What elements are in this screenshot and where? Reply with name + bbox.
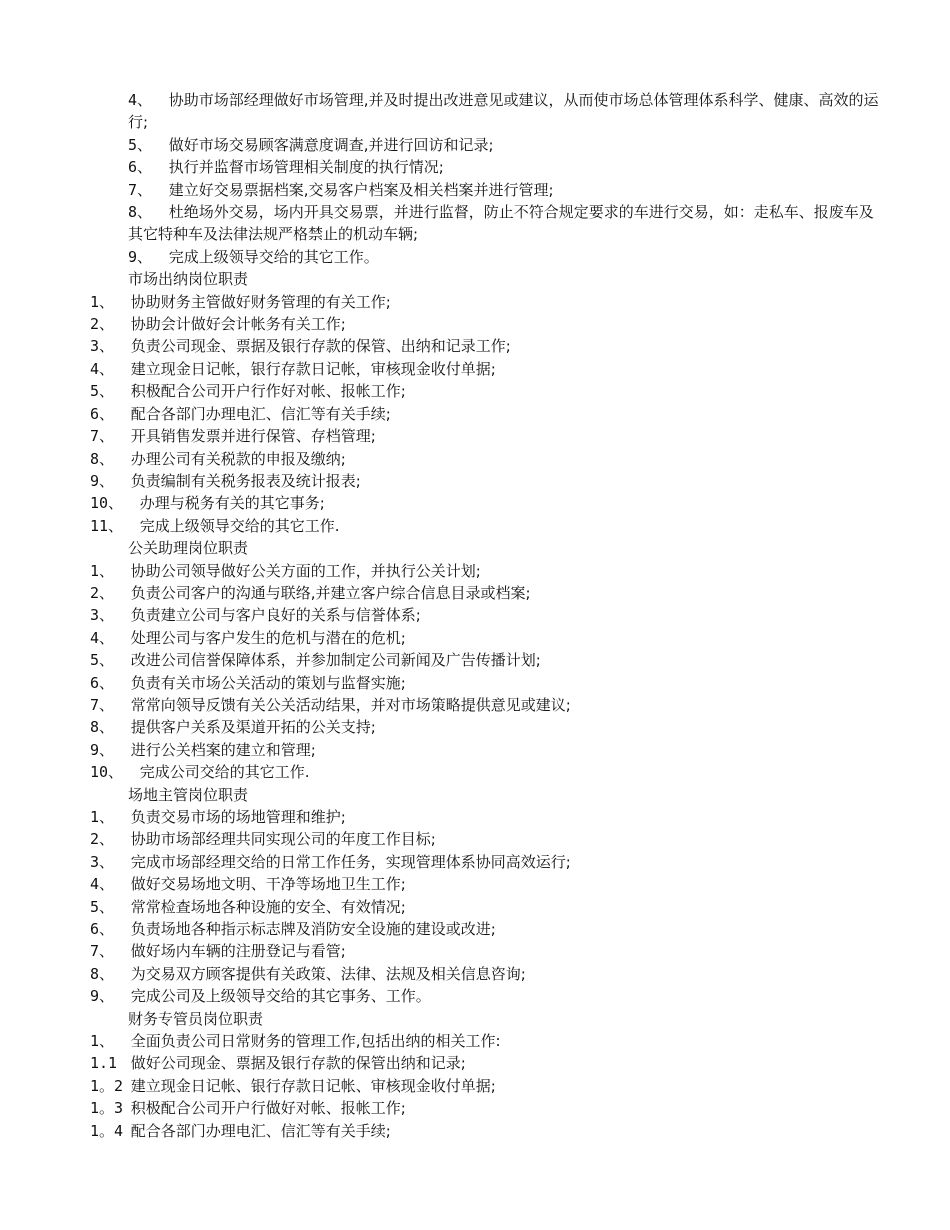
section-heading: 市场出纳岗位职责 [128,270,249,289]
item-number: 8、 [90,718,115,737]
list-item [90,896,880,918]
list-item [90,201,880,246]
item-text: 完成上级领导交给的其它工作. [139,516,340,535]
item-number: 2、 [90,583,115,602]
item-text: 负责交易市场的场地管理和维护; [130,808,346,826]
item-number: 8、 [90,964,115,983]
item-text: 负责场地各种指示标志牌及消防安全设施的建设或改进; [130,920,496,939]
list-item [90,156,880,178]
item-number: 11、 [90,516,124,535]
item-text: 做好市场交易顾客满意度调查,并进行回访和记录; [168,135,494,154]
list-item [90,560,880,582]
item-number: 1、 [90,292,115,311]
list-item [90,649,880,671]
item-text: 建立现金日记帐、银行存款日记帐、审核现金收付单据; [130,1076,496,1095]
item-number: 1、 [90,561,115,580]
item-text: 负责有关市场公关活动的策划与监督实施; [130,673,406,692]
list-item [90,89,880,134]
item-text: 提供客户关系及渠道开拓的公关支持; [130,718,376,737]
item-number: 1、 [90,808,115,826]
item-number: 1。4 [90,1121,124,1140]
item-text: 协助市场部经理做好市场管理,并及时提出改进意见或建议，从而使市场总体管理体系科学、健康、高效的运行; [128,91,879,132]
item-text: 常常检查场地各种设施的安全、有效情况; [130,897,406,916]
item-number: 6、 [90,404,115,423]
item-text: 建立现金日记帐，银行存款日记帐，审核现金收付单据; [130,359,496,378]
list-item [90,694,880,716]
item-text: 办理与税务有关的其它事务; [139,494,325,513]
item-number: 1、 [90,1032,115,1051]
item-number: 3、 [90,337,115,356]
item-number: 2、 [90,315,115,334]
item-text: 负责编制有关税务报表及统计报表; [130,471,361,490]
list-item [90,358,880,380]
item-text: 协助市场部经理共同实现公司的年度工作目标; [130,830,436,849]
item-number: 5、 [90,897,115,916]
item-number: 7、 [90,695,115,714]
item-number: 6、 [128,158,153,177]
list-item [90,291,880,313]
list-item [90,1030,880,1052]
item-number: 5、 [128,135,153,154]
list-item [90,1052,880,1074]
list-item [90,985,880,1007]
list-item [90,716,880,738]
item-number: 7、 [90,427,115,446]
item-text: 完成市场部经理交给的日常工作任务，实现管理体系协同高效运行; [130,852,571,871]
item-text: 执行并监督市场管理相关制度的执行情况; [168,158,444,177]
item-text: 协助公司领导做好公关方面的工作，并执行公关计划; [130,561,481,580]
item-number: 4、 [90,359,115,378]
item-text: 为交易双方顾客提供有关政策、法律、法规及相关信息咨询; [130,964,526,983]
list-item [90,828,880,850]
list-item [90,918,880,940]
item-text: 常常向领导反馈有关公关活动结果，并对市场策略提供意见或建议; [130,695,571,714]
item-number: 7、 [90,942,115,961]
list-item [90,492,880,514]
item-text: 做好场内车辆的注册登记与看管; [130,942,346,961]
item-number: 6、 [90,920,115,939]
item-text: 进行公关档案的建立和管理; [130,740,316,759]
item-text: 协助会计做好会计帐务有关工作; [130,315,346,334]
item-text: 建立好交易票据档案,交易客户档案及相关档案并进行管理; [168,180,554,199]
list-item [90,1120,880,1142]
list-item [90,335,880,357]
item-number: 5、 [90,382,115,401]
list-item [90,403,880,425]
list-item [90,672,880,694]
list-item [90,963,880,985]
item-number: 2、 [90,830,115,849]
item-number: 9、 [128,247,153,266]
list-item [90,873,880,895]
item-text: 积极配合公司开户行作好对帐、报帐工作; [130,382,406,401]
item-text: 做好交易场地文明、干净等场地卫生工作; [130,875,406,894]
item-text: 配合各部门办理电汇、信汇等有关手续; [130,1121,391,1140]
list-item [90,806,880,828]
item-number: 9、 [90,987,115,1006]
item-number: 7、 [128,180,153,199]
list-item [90,851,880,873]
item-number: 3、 [90,606,115,625]
item-text: 杜绝场外交易，场内开具交易票，并进行监督，防止不符合规定要求的车进行交易，如：走私车、报废车及其它特种车及法律法规严格禁止的机动车辆; [128,203,874,244]
list-item [90,604,880,626]
item-text: 改进公司信誉保障体系，并参加制定公司新闻及广告传播计划; [130,651,541,670]
list-item [90,470,880,492]
list-item [90,1097,880,1119]
item-text: 完成公司及上级领导交给的其它事务、工作。 [130,987,431,1006]
item-text: 开具销售发票并进行保管、存档管理; [130,427,376,446]
list-item [90,179,880,201]
item-text: 完成上级领导交给的其它工作。 [168,247,379,266]
item-number: 8、 [128,203,153,222]
item-text: 完成公司交给的其它工作. [139,763,310,782]
item-number: 9、 [90,740,115,759]
item-number: 4、 [90,628,115,647]
item-number: 4、 [90,875,115,894]
list-item [90,246,880,268]
document-page [90,89,880,1142]
item-number: 1。2 [90,1076,124,1095]
section-heading: 财务专管员岗位职责 [128,1009,264,1028]
item-number: 9、 [90,471,115,490]
list-item [90,380,880,402]
item-text: 办理公司有关税款的申报及缴纳; [130,449,346,468]
item-text: 做好公司现金、票据及银行存款的保管出纳和记录; [130,1054,466,1073]
list-item [90,1075,880,1097]
item-number: 5、 [90,651,115,670]
list-item [90,627,880,649]
section-heading: 公关助理岗位职责 [128,539,249,558]
list-item [90,761,880,783]
list-item [90,582,880,604]
item-text: 协助财务主管做好财务管理的有关工作; [130,292,391,311]
list-item [90,134,880,156]
list-item [90,515,880,537]
list-item [90,940,880,962]
item-text: 负责建立公司与客户良好的关系与信誉体系; [130,606,421,625]
item-text: 全面负责公司日常财务的管理工作,包括出纳的相关工作: [130,1032,501,1051]
item-text: 配合各部门办理电汇、信汇等有关手续; [130,404,391,423]
item-number: 10、 [90,494,124,513]
item-number: 1。3 [90,1099,124,1118]
list-item [90,448,880,470]
item-number: 1.1 [90,1054,118,1073]
item-number: 3、 [90,852,115,871]
item-number: 10、 [90,763,124,782]
list-item [90,425,880,447]
item-text: 负责公司现金、票据及银行存款的保管、出纳和记录工作; [130,337,511,356]
item-text: 积极配合公司开户行做好对帐、报帐工作; [130,1099,406,1118]
list-item [90,313,880,335]
list-item [90,739,880,761]
section-heading: 场地主管岗位职责 [128,785,249,804]
item-number: 6、 [90,673,115,692]
item-number: 8、 [90,449,115,468]
item-text: 负责公司客户的沟通与联络,并建立客户综合信息目录或档案; [130,583,531,602]
item-text: 处理公司与客户发生的危机与潜在的危机; [130,628,406,647]
item-number: 4、 [128,91,153,109]
